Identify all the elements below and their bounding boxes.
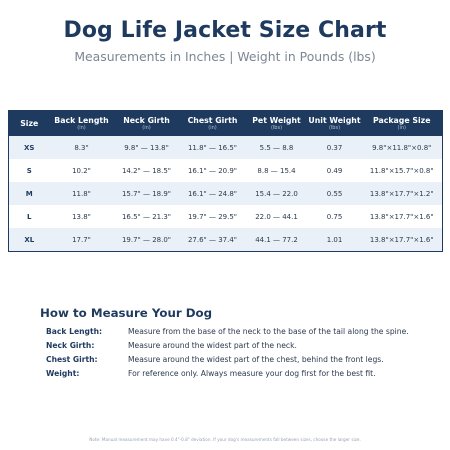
column-header-unit-weight [308, 111, 362, 137]
package-size-cell: 9.8"×11.8"×0.8" [362, 136, 443, 159]
chest-girth-cell: 11.8" — 16.5" [180, 136, 246, 159]
unit-weight-cell: 0.55 [308, 182, 362, 205]
package-size-cell: 13.8"×17.7"×1.6" [362, 205, 443, 228]
column-header-pet-weight [246, 111, 308, 137]
list-item [46, 366, 446, 380]
column-unit: (lbs) [270, 124, 283, 131]
chest-girth-cell: 16.1" — 20.9" [180, 159, 246, 182]
pet-weight-cell: 15.4 — 22.0 [246, 182, 308, 205]
table-row [9, 228, 443, 252]
table-row [9, 182, 443, 205]
size-cell: XL [9, 228, 50, 252]
package-size-cell: 11.8"×15.7"×0.8" [362, 159, 443, 182]
column-title: Unit Weight [308, 115, 361, 125]
column-unit: (lbs) [328, 124, 341, 131]
column-title: Package Size [372, 115, 431, 125]
table-row [9, 136, 443, 159]
unit-weight-cell: 1.01 [308, 228, 362, 252]
column-title: Chest Girth [187, 115, 238, 125]
measure-term: Chest Girth: [46, 354, 98, 364]
neck-girth-cell: 15.7" — 18.9" [114, 182, 180, 205]
column-title: Size [20, 119, 39, 128]
size-cell: L [9, 205, 50, 228]
chest-girth-cell: 27.6" — 37.4" [180, 228, 246, 252]
column-header-package-size [362, 111, 443, 137]
column-unit: (in) [77, 124, 86, 131]
table-header-row [9, 111, 443, 137]
column-header-neck-girth [114, 111, 180, 137]
list-item [46, 324, 446, 338]
measure-term: Neck Girth: [46, 340, 95, 350]
measure-description: For reference only. Always measure your dog first for the best fit. [128, 368, 376, 378]
column-header-back-length [50, 111, 114, 137]
size-cell: M [9, 182, 50, 205]
neck-girth-cell: 16.5" — 21.3" [114, 205, 180, 228]
measure-term: Back Length: [46, 326, 103, 336]
measure-description: Measure from the base of the neck to the base of the tail along the spine. [128, 326, 409, 336]
package-size-cell: 13.8"×17.7"×1.6" [362, 228, 443, 252]
page-title: Dog Life Jacket Size Chart [63, 18, 387, 43]
table-row [9, 205, 443, 228]
column-title: Pet Weight [252, 115, 301, 125]
measure-description: Measure around the widest part of the chest, behind the front legs. [128, 354, 384, 364]
pet-weight-cell: 8.8 — 15.4 [246, 159, 308, 182]
column-unit: (in) [397, 124, 406, 131]
chest-girth-cell: 19.7" — 29.5" [180, 205, 246, 228]
pet-weight-cell: 22.0 — 44.1 [246, 205, 308, 228]
chest-girth-cell: 16.1" — 24.8" [180, 182, 246, 205]
column-title: Neck Girth [123, 115, 170, 125]
how-to-measure-list [46, 324, 446, 380]
neck-girth-cell: 14.2" — 18.5" [114, 159, 180, 182]
unit-weight-cell: 0.49 [308, 159, 362, 182]
size-chart-table [8, 110, 443, 252]
back-length-cell: 8.3" [50, 136, 114, 159]
size-cell: XS [9, 136, 50, 159]
back-length-cell: 11.8" [50, 182, 114, 205]
back-length-cell: 13.8" [50, 205, 114, 228]
back-length-cell: 17.7" [50, 228, 114, 252]
list-item [46, 338, 446, 352]
table-row [9, 159, 443, 182]
size-cell: S [9, 159, 50, 182]
pet-weight-cell: 5.5 — 8.8 [246, 136, 308, 159]
unit-weight-cell: 0.37 [308, 136, 362, 159]
measure-term: Weight: [46, 368, 80, 378]
pet-weight-cell: 44.1 — 77.2 [246, 228, 308, 252]
how-to-measure-heading: How to Measure Your Dog [40, 306, 213, 320]
column-unit: (in) [142, 124, 151, 131]
column-header-size [9, 111, 50, 137]
column-title: Back Length [54, 115, 109, 125]
footer-note: Note: Manual measurement may have 0.4"-0.8" deviation. If your dog's measurements fall between sizes, choose the larger size. [89, 437, 361, 442]
neck-girth-cell: 19.7" — 28.0" [114, 228, 180, 252]
unit-weight-cell: 0.75 [308, 205, 362, 228]
column-unit: (in) [208, 124, 217, 131]
list-item [46, 352, 446, 366]
page-subtitle: Measurements in Inches | Weight in Pounds (lbs) [74, 49, 376, 64]
package-size-cell: 13.8"×17.7"×1.2" [362, 182, 443, 205]
measure-description: Measure around the widest part of the neck. [128, 340, 297, 350]
column-header-chest-girth [180, 111, 246, 137]
back-length-cell: 10.2" [50, 159, 114, 182]
neck-girth-cell: 9.8" — 13.8" [114, 136, 180, 159]
